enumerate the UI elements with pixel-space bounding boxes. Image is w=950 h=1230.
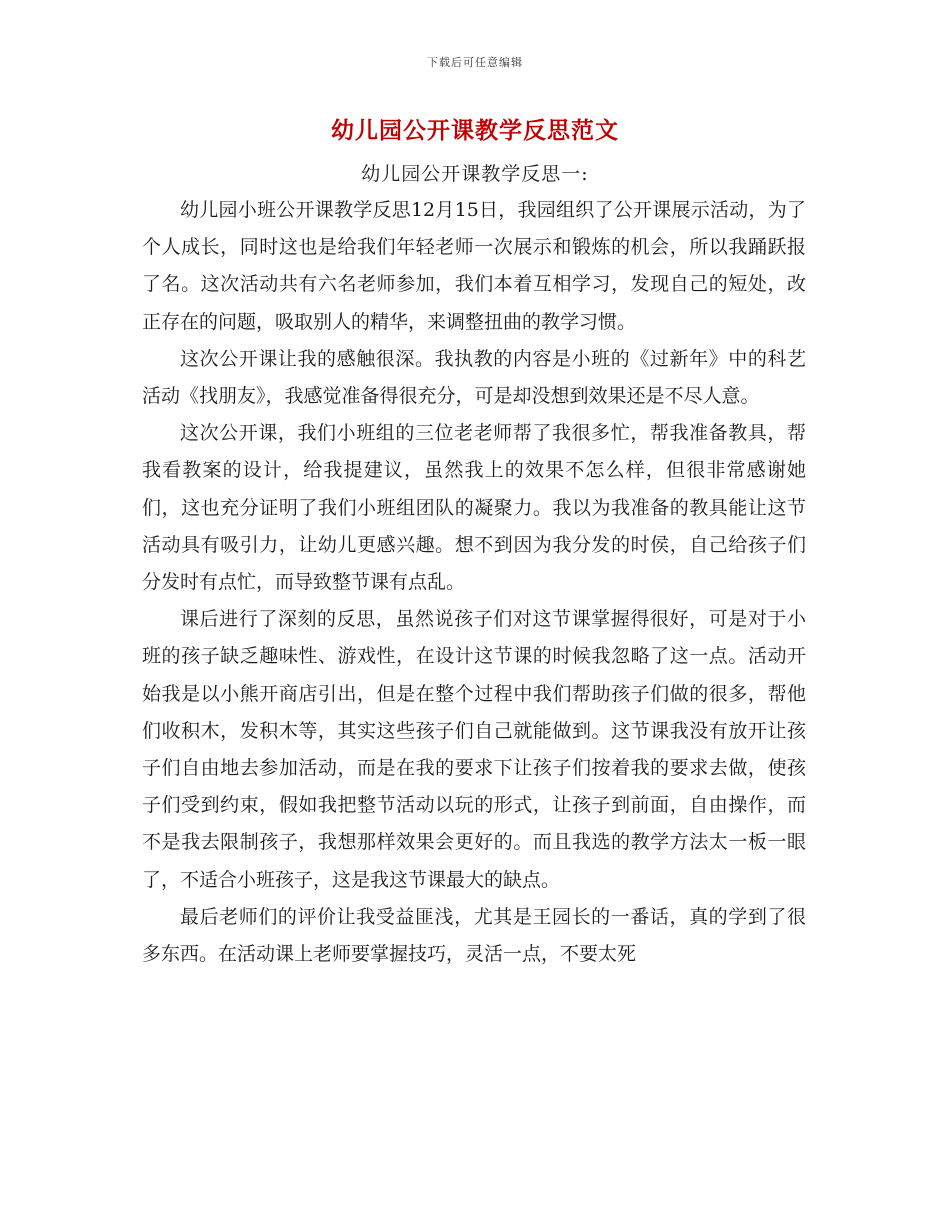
paragraph: 幼儿园小班公开课教学反思12月15日，我园组织了公开课展示活动，为了个人成长，同时这也是给我们年轻老师一次展示和锻炼的机会，所以我踊跃报了名。这次活动共有六名老师参加，我们本着互相学习，发现自己的短处，改正存在的问题，吸取别人的精华，来调整扭曲的教学习惯。 (142, 199, 806, 333)
paragraph: 这次公开课，我们小班组的三位老老师帮了我很多忙，帮我准备教具，帮我看教案的设计，给我提建议，虽然我上的效果不怎么样，但很非常感谢她们，这也充分证明了我们小班组团队的凝聚力。我以为我准备的教具能让这节活动具有吸引力，让幼儿更感兴趣。想不到因为我分发的时侯，自己给孩子们分发时有点忙，而导致整节课有点乱。 (142, 422, 806, 594)
header-note: 下载后可任意编辑 (427, 56, 523, 69)
document-subtitle: 幼儿园公开课教学反思一: (361, 163, 589, 185)
paragraph: 这次公开课让我的感触很深。我执教的内容是小班的《过新年》中的科艺活动《找朋友》，我感觉准备得很充分，可是却没想到效果还是不尽人意。 (142, 347, 806, 408)
document-body (142, 192, 806, 973)
paragraph: 最后老师们的评价让我受益匪浅，尤其是王园长的一番话，真的学到了很多东西。在活动课上老师要掌握技巧，灵活一点，不要太死 (142, 905, 806, 966)
paragraph: 课后进行了深刻的反思，虽然说孩子们对这节课掌握得很好，可是对于小班的孩子缺乏趣味性、游戏性，在设计这节课的时候我忽略了这一点。活动开始我是以小熊开商店引出，但是在整个过程中我们帮助孩子们做的很多，帮他们收积木，发积木等，其实这些孩子们自己就能做到。这节课我没有放开让孩子们自由地去参加活动，而是在我的要求下让孩子们按着我的要求去做，使孩子们受到约束，假如我把整节活动以玩的形式，让孩子到前面，自由操作，而不是我去限制孩子，我想那样效果会更好的。而且我选的教学方法太一板一眼了，不适合小班孩子，这是我这节课最大的缺点。 (142, 608, 806, 891)
document-title: 幼儿园公开课教学反思范文 (331, 117, 619, 144)
